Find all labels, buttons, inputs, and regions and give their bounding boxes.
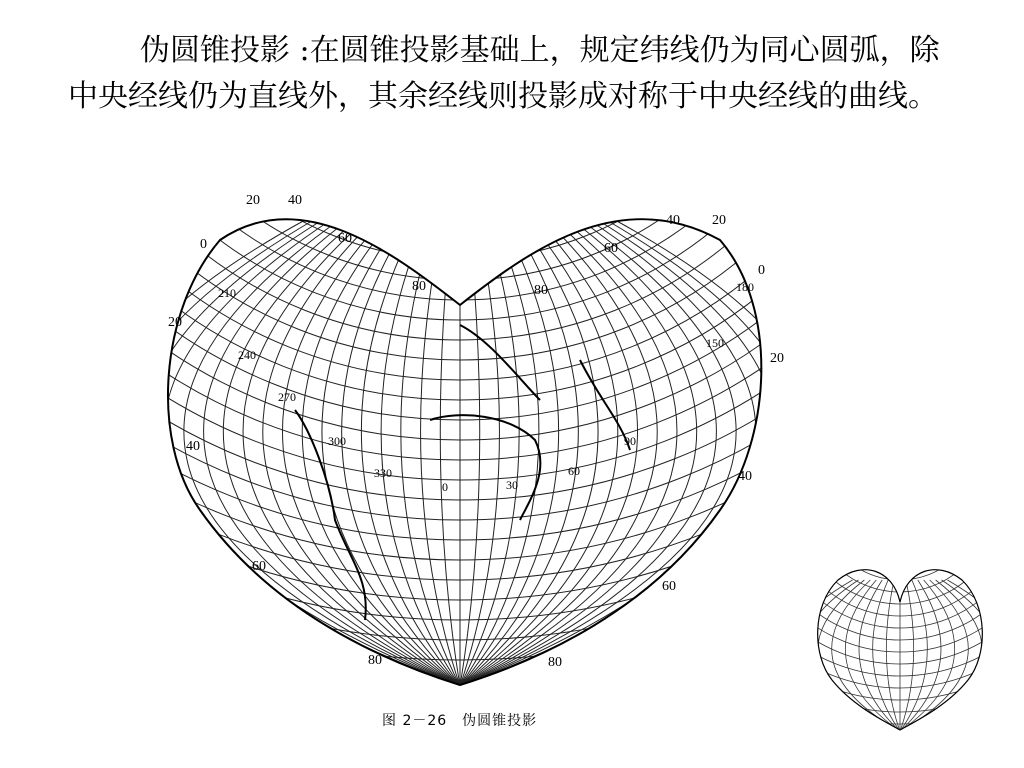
meridian-line	[832, 580, 898, 730]
meridian-line	[886, 580, 899, 730]
lon-label: 0	[442, 480, 448, 494]
parallel-line	[820, 560, 980, 580]
lat-label: 0	[200, 237, 207, 252]
lon-label: 180	[736, 280, 754, 294]
meridian-line	[462, 220, 657, 685]
meridian-line	[873, 580, 899, 730]
parallel-line	[160, 180, 800, 600]
pseudoconic-map-figure	[160, 180, 800, 740]
lat-label: 60	[604, 241, 618, 256]
meridian-line	[901, 580, 927, 730]
lat-label: 80	[534, 283, 548, 298]
lat-label: 20	[712, 213, 726, 228]
lat-label: 40	[186, 439, 200, 454]
figure-caption: 图 2－26 伪圆锥投影	[382, 713, 538, 729]
slide-paragraph: 伪圆锥投影 :在圆锥投影基础上，规定纬线仍为同心圆弧，除中央经线仍为直线外，其余经线则投影成对称于中央经线的曲线。	[68, 33, 940, 114]
lat-label: 80	[548, 655, 562, 670]
lat-label: 80	[412, 279, 426, 294]
lat-label: 0	[758, 263, 765, 278]
meridian-line	[440, 220, 460, 685]
lon-label: 270	[278, 390, 296, 404]
lon-label: 150	[706, 336, 724, 350]
lat-label: 60	[338, 231, 352, 246]
lon-label: 60	[568, 464, 580, 478]
meridian-line	[463, 220, 697, 685]
parallel-line	[160, 180, 800, 260]
lon-label: 330	[374, 466, 392, 480]
lat-label: 60	[662, 579, 676, 594]
lat-label: 20	[246, 193, 260, 208]
parallel-line	[160, 180, 800, 420]
meridian-line	[263, 220, 458, 685]
lon-label: 240	[238, 348, 256, 362]
meridian-line	[464, 220, 776, 685]
parallel-line	[160, 180, 780, 240]
lat-label: 20	[168, 315, 182, 330]
meridian-line	[901, 580, 914, 730]
lat-label: 40	[738, 469, 752, 484]
parallel-line	[160, 180, 800, 520]
lat-label: 40	[288, 193, 302, 208]
inset-heart-map	[808, 560, 992, 738]
inset-graticule	[808, 560, 992, 738]
lat-label: 20	[770, 351, 784, 366]
lon-label: 90	[624, 434, 636, 448]
meridian-line	[461, 220, 539, 685]
parallel-line	[160, 180, 800, 380]
meridian-line	[462, 220, 677, 685]
lat-label: 80	[368, 653, 382, 668]
meridian-line	[460, 220, 480, 685]
parallel-line	[808, 560, 992, 592]
lon-label: 210	[218, 286, 236, 300]
lat-label: 60	[252, 559, 266, 574]
lon-label: 300	[328, 434, 346, 448]
graticule-map	[160, 180, 800, 740]
meridian-line	[903, 580, 969, 730]
lon-label: 30	[506, 478, 518, 492]
lat-label: 40	[666, 213, 680, 228]
